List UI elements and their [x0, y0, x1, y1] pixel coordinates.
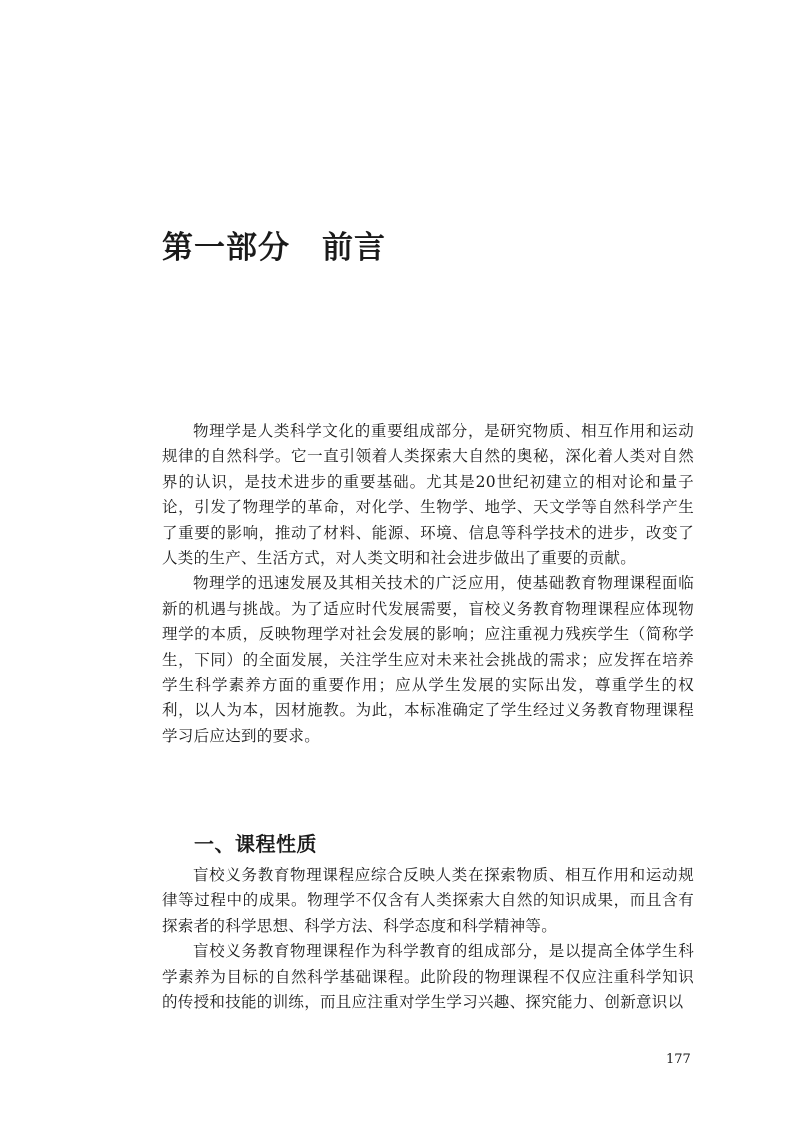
intro-text — [162, 419, 694, 749]
part-title: 第一部分 前言 — [162, 230, 386, 266]
section-text — [162, 863, 694, 1015]
page-number: 177 — [666, 1052, 691, 1067]
section-paragraph-2: 盲校义务教育物理课程作为科学教育的组成部分，是以提高全体学生科学素养为目标的自然科学基础课程。此阶段的物理课程不仅应注重科学知识的传授和技能的训练，而且应注重对学生学习兴趣、探究能力、创新意识以 — [162, 942, 694, 1012]
section-heading: 一、课程性质 — [194, 832, 317, 856]
intro-paragraph-1: 物理学是人类科学文化的重要组成部分，是研究物质、相互作用和运动规律的自然科学。它一直引领着人类探索大自然的奥秘，深化着人类对自然界的认识，是技术进步的重要基础。尤其是20世纪初建立的相对论和量子论，引发了物理学的革命，对化学、生物学、地学、天文学等自然科学产生了重要的影响，推动了材料、能源、环境、信息等科学技术的进步，改变了人类的生产、生活方式，对人类文明和社会进步做出了重要的贡献。 — [162, 422, 694, 568]
section-paragraph-1: 盲校义务教育物理课程应综合反映人类在探索物质、相互作用和运动规律等过程中的成果。物理学不仅含有人类探索大自然的知识成果，而且含有探索者的科学思想、科学方法、科学态度和科学精神等。 — [162, 866, 694, 935]
intro-paragraph-2: 物理学的迅速发展及其相关技术的广泛应用，使基础教育物理课程面临新的机遇与挑战。为了适应时代发展需要，盲校义务教育物理课程应体现物理学的本质，反映物理学对社会发展的影响；应注重视力残疾学生（简称学生，下同）的全面发展，关注学生应对未来社会挑战的需求；应发挥在培养学生科学素养方面的重要作用；应从学生发展的实际出发，尊重学生的权利，以人为本，因材施教。为此，本标准确定了学生经过义务教育物理课程学习后应达到的要求。 — [162, 574, 694, 745]
